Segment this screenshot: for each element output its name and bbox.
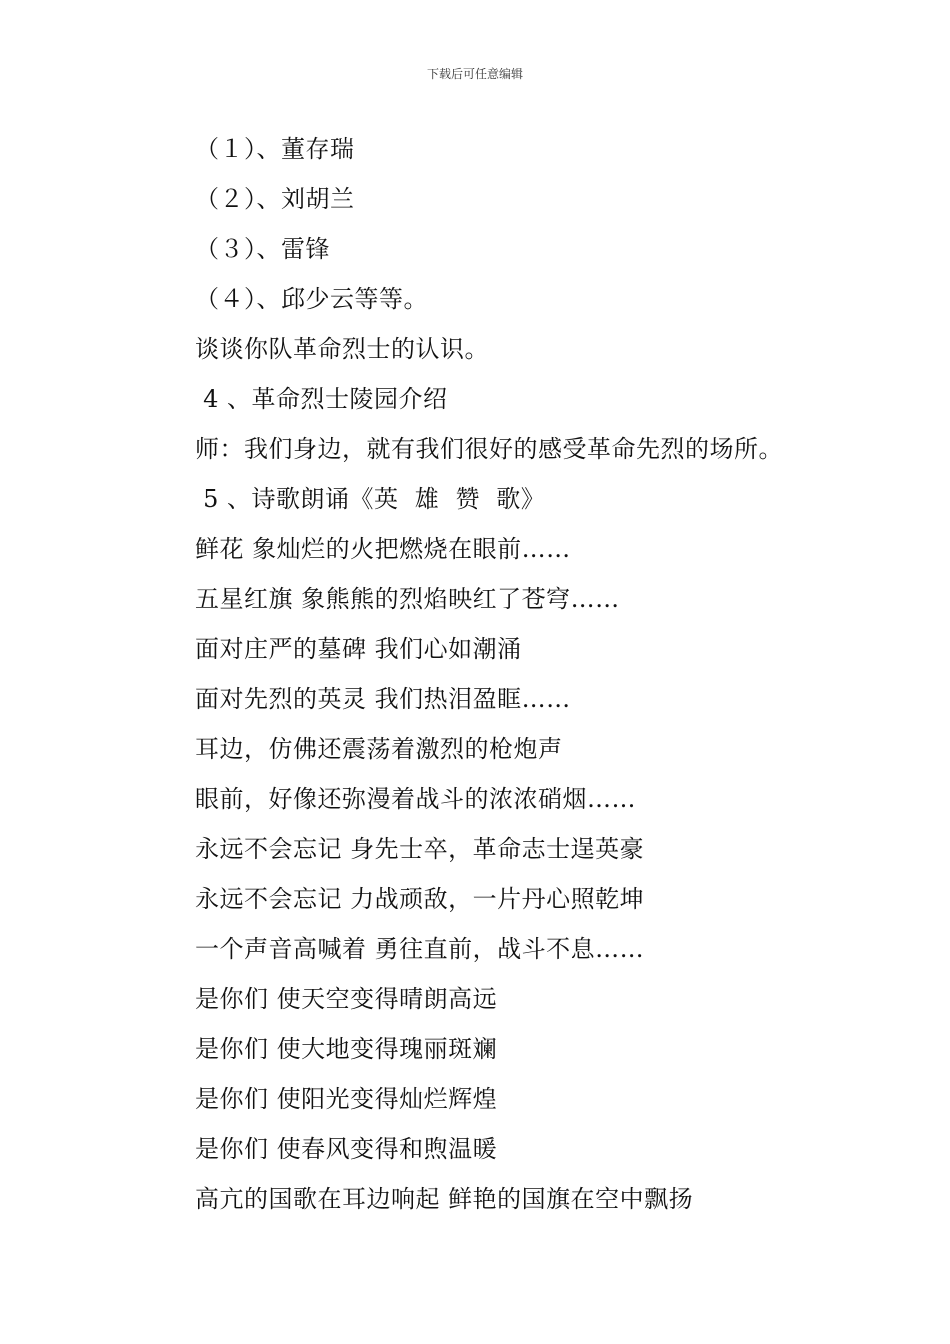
list-item-hero-1: （１）、董存瑞 bbox=[195, 135, 355, 163]
teacher-remark: 师：我们身边，就有我们很好的感受革命先烈的场所。 bbox=[195, 435, 783, 463]
poem-line: 高亢的国歌在耳边响起 鲜艳的国旗在空中飘扬 bbox=[195, 1185, 694, 1213]
page-header-note: 下载后可任意编辑 bbox=[426, 67, 523, 81]
poem-line: 鲜花 象灿烂的火把燃烧在眼前…… bbox=[195, 535, 571, 563]
poem-line: 永远不会忘记 身先士卒，革命志士逞英豪 bbox=[195, 835, 645, 863]
list-item-hero-4: （４）、邱少云等等。 bbox=[195, 285, 428, 313]
poem-line: 是你们 使春风变得和煦温暖 bbox=[195, 1135, 498, 1163]
poem-line: 面对庄严的墓碑 我们心如潮涌 bbox=[195, 635, 522, 663]
section-heading-5: 5 、诗歌朗诵《英 雄 赞 歌》 bbox=[195, 485, 546, 513]
document-body bbox=[195, 124, 895, 1224]
poem-line: 是你们 使大地变得瑰丽斑斓 bbox=[195, 1035, 498, 1063]
list-item-hero-3: （３）、雷锋 bbox=[195, 235, 330, 263]
poem-line: 耳边，仿佛还震荡着激烈的枪炮声 bbox=[195, 735, 563, 763]
poem-line: 是你们 使阳光变得灿烂辉煌 bbox=[195, 1085, 498, 1113]
poem-line: 一个声音高喊着 勇往直前，战斗不息…… bbox=[195, 935, 645, 963]
poem-line: 面对先烈的英灵 我们热泪盈眶…… bbox=[195, 685, 571, 713]
poem-line: 眼前，好像还弥漫着战斗的浓浓硝烟…… bbox=[195, 785, 636, 813]
poem-line: 是你们 使天空变得晴朗高远 bbox=[195, 985, 498, 1013]
discussion-prompt: 谈谈你队革命烈士的认识。 bbox=[195, 335, 489, 363]
section-heading-4: 4 、革命烈士陵园介绍 bbox=[195, 385, 448, 413]
poem-line: 五星红旗 象熊熊的烈焰映红了苍穹…… bbox=[195, 585, 620, 613]
list-item-hero-2: （２）、刘胡兰 bbox=[195, 185, 355, 213]
poem-line: 永远不会忘记 力战顽敌，一片丹心照乾坤 bbox=[195, 885, 645, 913]
